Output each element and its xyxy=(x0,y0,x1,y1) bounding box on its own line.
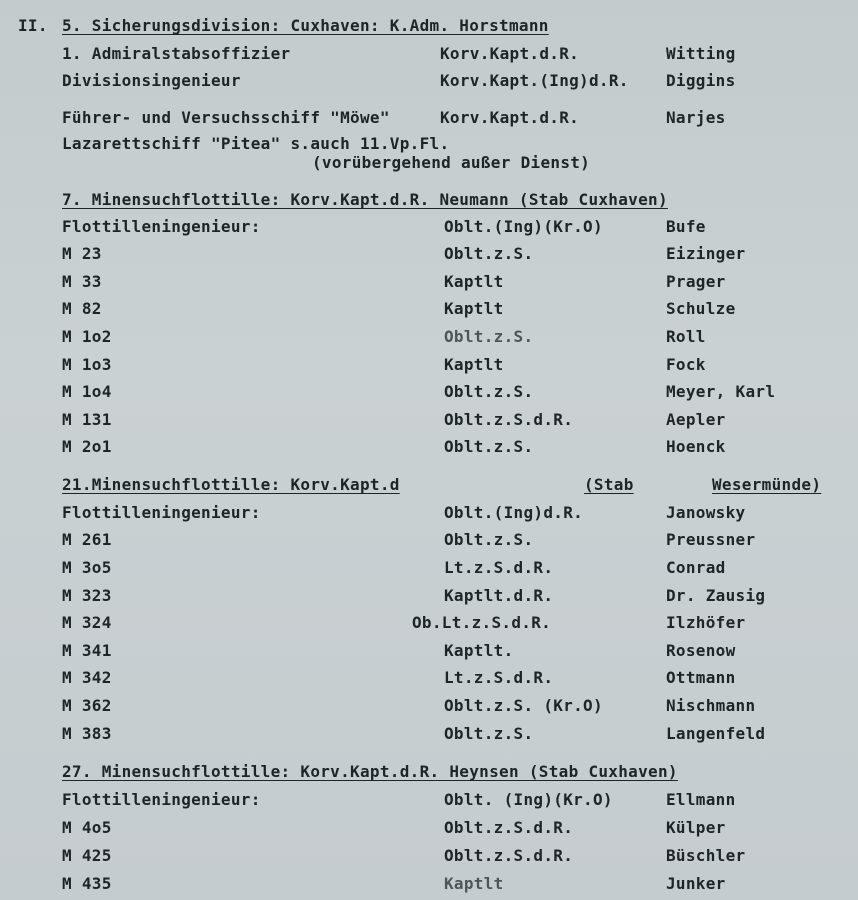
table-row-name: Schulze xyxy=(666,299,736,318)
table-row-unit: M 3o5 xyxy=(62,558,112,577)
table-row-unit: M 82 xyxy=(62,299,102,318)
table-row-unit: Flottilleningenieur: xyxy=(62,217,261,236)
table-row-name: Ilzhöfer xyxy=(666,613,746,632)
flotilla-heading: 7. Minensuchflottille: Korv.Kapt.d.R. Neumann (Stab Cuxhaven) xyxy=(62,190,668,209)
table-row-unit: M 324 xyxy=(62,613,112,632)
table-row-unit: M 435 xyxy=(62,874,112,893)
table-row-unit: M 2o1 xyxy=(62,437,112,456)
table-row-unit: M 362 xyxy=(62,696,112,715)
table-row-name: Hoenck xyxy=(666,437,726,456)
table-row-name: Conrad xyxy=(666,558,726,577)
table-row-unit: M 425 xyxy=(62,846,112,865)
table-row-name: Junker xyxy=(666,874,726,893)
ship-name: Narjes xyxy=(666,108,726,127)
table-row-name: Prager xyxy=(666,272,726,291)
table-row-unit: M 4o5 xyxy=(62,818,112,837)
table-row-rank: Oblt.(Ing)d.R. xyxy=(444,503,584,522)
table-row-unit: M 261 xyxy=(62,530,112,549)
table-row-rank: Oblt.z.S. (Kr.O) xyxy=(444,696,603,715)
table-row-rank: Oblt.z.S. xyxy=(444,530,534,549)
flotilla-heading: 21.Minensuchflottille: Korv.Kapt.d xyxy=(62,475,400,494)
table-row-name: Ellmann xyxy=(666,790,736,809)
table-row-name: Rosenow xyxy=(666,641,736,660)
table-row-rank: Oblt. (Ing)(Kr.O) xyxy=(444,790,613,809)
ship-rank: Korv.Kapt.d.R. xyxy=(440,108,580,127)
division-note: (vorübergehend außer Dienst) xyxy=(312,153,591,172)
staff-name: Witting xyxy=(666,44,736,63)
table-row-name: Aepler xyxy=(666,410,726,429)
table-row-name: Langenfeld xyxy=(666,724,766,743)
table-row-name: Külper xyxy=(666,818,726,837)
table-row-unit: M 1o3 xyxy=(62,355,112,374)
table-row-rank: Oblt.z.S. xyxy=(444,382,534,401)
division-heading: 5. Sicherungsdivision: Cuxhaven: K.Adm. Horstmann xyxy=(62,16,549,35)
table-row-name: Preussner xyxy=(666,530,756,549)
table-row-unit: M 131 xyxy=(62,410,112,429)
table-row-rank: Oblt.z.S.d.R. xyxy=(444,818,574,837)
table-row-unit: M 383 xyxy=(62,724,112,743)
table-row-unit: M 342 xyxy=(62,668,112,687)
table-row-unit: M 341 xyxy=(62,641,112,660)
staff-name: Diggins xyxy=(666,71,736,90)
staff-role: Divisionsingenieur xyxy=(62,71,241,90)
table-row-name: Nischmann xyxy=(666,696,756,715)
table-row-rank: Kaptlt.d.R. xyxy=(444,586,554,605)
table-row-name: Dr. Zausig xyxy=(666,586,766,605)
table-row-unit: M 1o2 xyxy=(62,327,112,346)
table-row-unit: Flottilleningenieur: xyxy=(62,503,261,522)
table-row-rank: Kaptlt xyxy=(444,272,504,291)
table-row-unit: M 323 xyxy=(62,586,112,605)
table-row-rank: Oblt.(Ing)(Kr.O) xyxy=(444,217,603,236)
table-row-rank: Oblt.z.S. xyxy=(444,724,534,743)
staff-role: 1. Admiralstabsoffizier xyxy=(62,44,291,63)
table-row-rank: Oblt.z.S. xyxy=(444,244,534,263)
table-row-name: Eizinger xyxy=(666,244,746,263)
table-row-rank: Oblt.z.S. xyxy=(444,437,534,456)
table-row-rank: Ob.Lt.z.S.d.R. xyxy=(412,613,552,632)
table-row-rank: Oblt.z.S. xyxy=(444,327,534,346)
table-row-name: Bufe xyxy=(666,217,706,236)
section-number: II. xyxy=(18,16,48,35)
flotilla-heading: 27. Minensuchflottille: Korv.Kapt.d.R. Heynsen (Stab Cuxhaven) xyxy=(62,762,678,781)
table-row-name: Janowsky xyxy=(666,503,746,522)
table-row-unit: M 33 xyxy=(62,272,102,291)
ship-role: Lazarettschiff "Pitea" s.auch 11.Vp.Fl. xyxy=(62,134,450,153)
staff-rank: Korv.Kapt.(Ing)d.R. xyxy=(440,71,629,90)
table-row-rank: Kaptlt xyxy=(444,874,504,893)
table-row-name: Büschler xyxy=(666,846,746,865)
table-row-name: Roll xyxy=(666,327,706,346)
table-row-name: Meyer, Karl xyxy=(666,382,776,401)
table-row-unit: Flottilleningenieur: xyxy=(62,790,261,809)
table-row-unit: M 1o4 xyxy=(62,382,112,401)
flotilla-heading-tail: (Stab xyxy=(584,475,634,494)
staff-rank: Korv.Kapt.d.R. xyxy=(440,44,580,63)
table-row-rank: Lt.z.S.d.R. xyxy=(444,668,554,687)
flotilla-heading-place: Wesermünde) xyxy=(712,475,822,494)
table-row-rank: Kaptlt xyxy=(444,299,504,318)
table-row-rank: Oblt.z.S.d.R. xyxy=(444,846,574,865)
table-row-unit: M 23 xyxy=(62,244,102,263)
table-row-name: Fock xyxy=(666,355,706,374)
ship-role: Führer- und Versuchsschiff "Möwe" xyxy=(62,108,390,127)
table-row-rank: Kaptlt. xyxy=(444,641,514,660)
table-row-rank: Lt.z.S.d.R. xyxy=(444,558,554,577)
table-row-rank: Kaptlt xyxy=(444,355,504,374)
table-row-rank: Oblt.z.S.d.R. xyxy=(444,410,574,429)
table-row-name: Ottmann xyxy=(666,668,736,687)
